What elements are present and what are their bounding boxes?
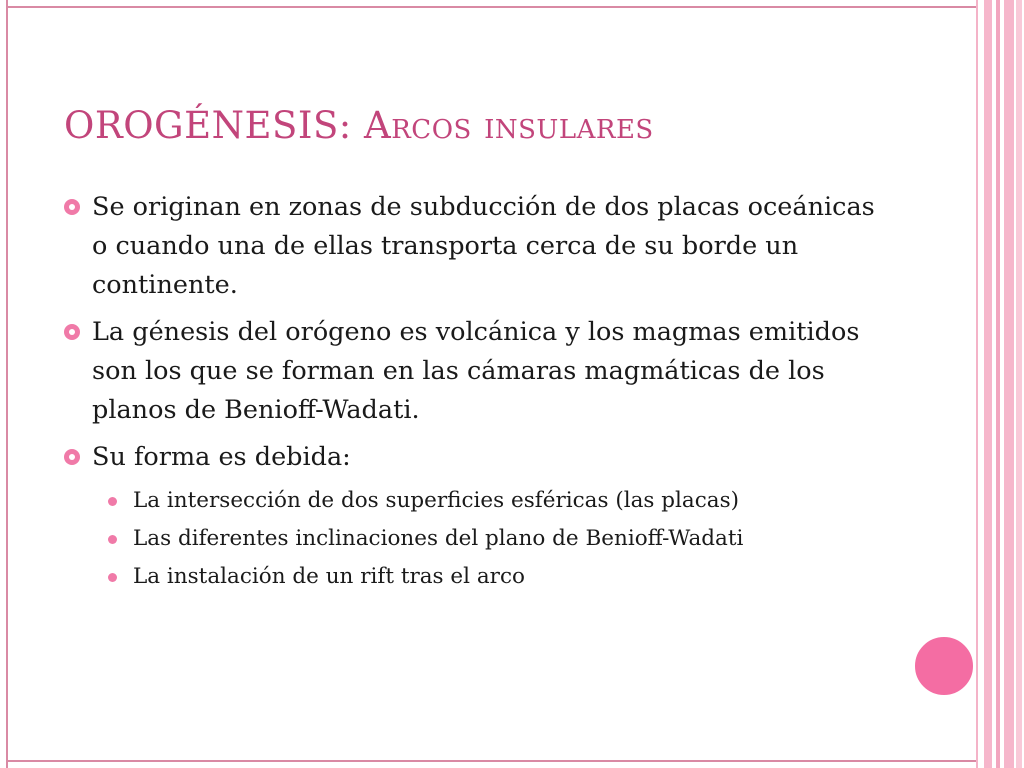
title-main: OROGÉNESIS:	[64, 104, 365, 147]
sub-bullet-item	[64, 561, 884, 592]
frame-line-bottom	[6, 760, 976, 762]
sub-bullet-text: La instalación de un rift tras el arco	[133, 564, 525, 589]
decorative-circle	[912, 634, 976, 698]
bullet-circle-icon	[64, 324, 80, 340]
frame-line-right	[976, 0, 978, 768]
sub-bullet-text: Las diferentes inclinaciones del plano de Benioff-Wadati	[133, 526, 744, 551]
sub-bullet-item	[64, 523, 884, 554]
bullet-circle-icon	[64, 199, 80, 215]
decorative-stripe	[1016, 0, 1022, 768]
sub-bullet-text: La intersección de dos superficies esféricas (las placas)	[133, 488, 740, 513]
sub-bullet-dot-icon	[108, 573, 117, 582]
decorative-stripe	[996, 0, 1000, 768]
title-subtitle: Arcos insulares	[364, 104, 654, 147]
frame-line-left	[6, 0, 8, 768]
frame-line-top	[6, 6, 976, 8]
decorative-stripe	[984, 0, 992, 768]
sub-bullet-dot-icon	[108, 497, 117, 506]
bullet-item	[64, 188, 884, 305]
bullet-text: Su forma es debida:	[92, 442, 351, 472]
bullet-circle-icon	[64, 449, 80, 465]
bullet-text: Se originan en zonas de subducción de dos placas oceánicas o cuando una de ellas transporta cerca de su borde un continente.	[92, 192, 875, 300]
slide-title	[64, 104, 944, 147]
sub-bullet-item	[64, 485, 884, 516]
bullet-item	[64, 438, 884, 477]
bullet-text: La génesis del orógeno es volcánica y los magmas emitidos son los que se forman en las cámaras magmáticas de los planos de Benioff-Wadati.	[92, 317, 860, 425]
slide-content	[64, 188, 884, 599]
bullet-item	[64, 313, 884, 430]
decorative-stripe	[1004, 0, 1014, 768]
sub-bullet-dot-icon	[108, 535, 117, 544]
